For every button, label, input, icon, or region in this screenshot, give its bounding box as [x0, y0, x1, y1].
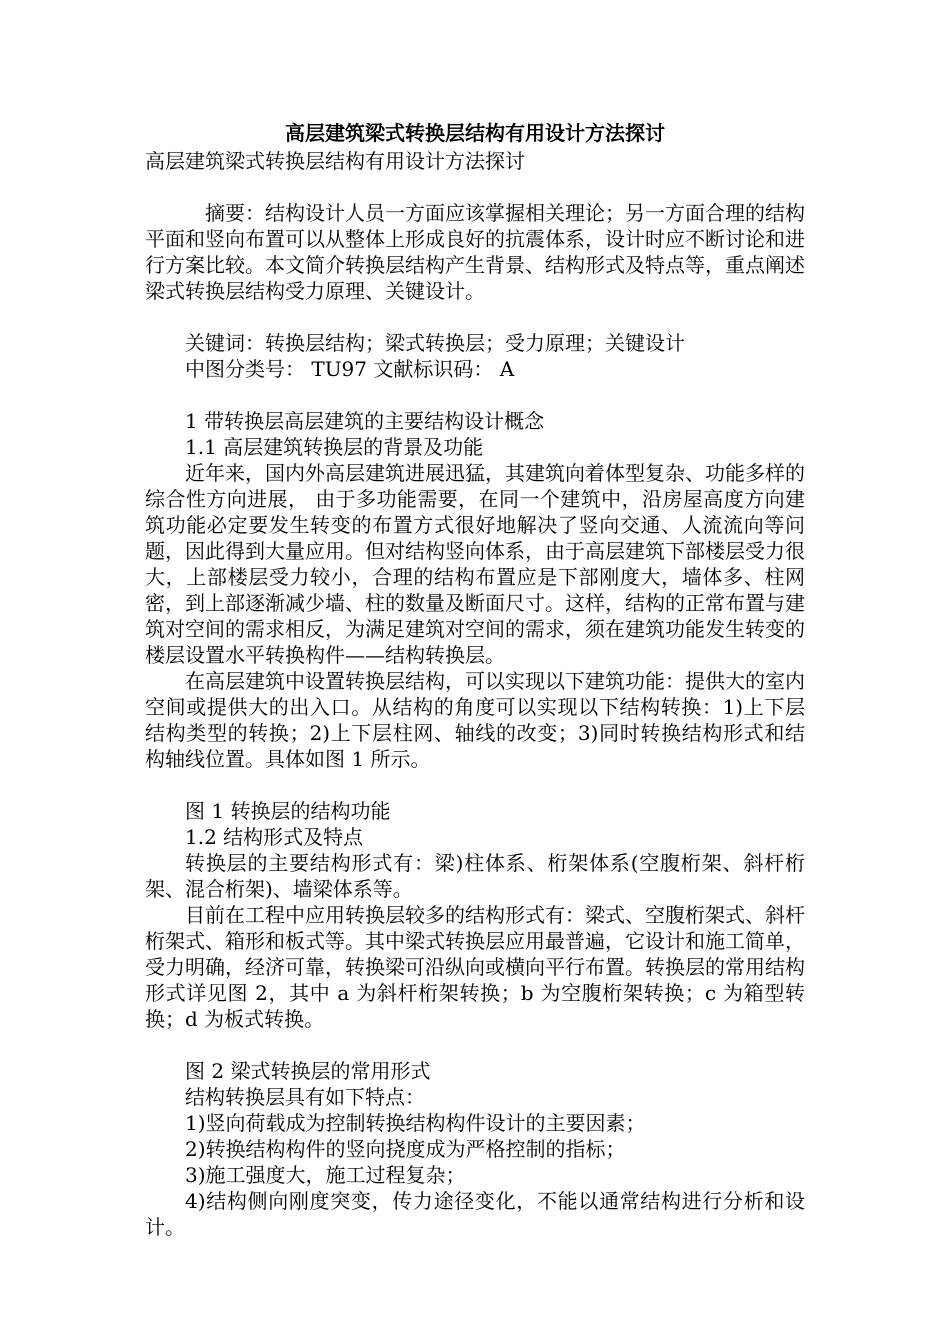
- paragraph-background: 近年来，国内外高层建筑进展迅猛，其建筑向着体型复杂、功能多样的综合性方向进展， 由于多功能需要，在同一个建筑中，沿房屋高度方向建筑功能必定要发生转变的布置方式很好地解决了竖向交通、人流流向等问题，因此得到大量应用。但对结构竖向体系，由于高层建筑下部楼层受力很大，上部楼层受力较小，合理的结构布置应是下部刚度大，墙体多、柱网密，到上部逐渐减少墙、柱的数量及断面尺寸。这样，结构的正常布置与建筑对空间的需求相反，为满足建筑对空间的需求，须在建筑功能发生转变的楼层设置水平转换构件——结构转换层。: [145, 461, 805, 667]
- figure-2-caption: 图 2 梁式转换层的常用形式: [185, 1059, 431, 1083]
- abstract: 摘要：结构设计人员一方面应该掌握相关理论；另一方面合理的结构平面和竖向布置可以从整体上形成良好的抗震体系，设计时应不断讨论和进行方案比较。本文简介转换层结构产生背景、结构形式及特点等，重点阐述梁式转换层结构受力原理、关键设计。: [145, 201, 805, 303]
- document-title: 高层建筑梁式转换层结构有用设计方法探讨: [285, 121, 665, 145]
- document-subtitle: 高层建筑梁式转换层结构有用设计方法探讨: [145, 149, 525, 173]
- feature-item-1: 1)竖向荷载成为控制转换结构构件设计的主要因素；: [185, 1111, 646, 1135]
- paragraph-functions: 在高层建筑中设置转换层结构，可以实现以下建筑功能：提供大的室内空间或提供大的出入口。从结构的角度可以实现以下结构转换：1)上下层结构类型的转换；2)上下层柱网、轴线的改变；3)同时转换结构形式和结构轴线位置。具体如图 1 所示。: [145, 669, 805, 771]
- feature-item-4: 4)结构侧向刚度突变，传力途径变化，不能以通常结构进行分析和设计。: [145, 1189, 805, 1239]
- paragraph-forms: 转换层的主要结构形式有：梁)柱体系、桁架体系(空腹桁架、斜杆桁架、混合桁架)、墙梁体系等。: [145, 851, 805, 901]
- features-intro: 结构转换层具有如下特点：: [185, 1085, 425, 1109]
- section-heading-1: 1 带转换层高层建筑的主要结构设计概念: [185, 409, 545, 433]
- document-page: [145, 118, 805, 1240]
- paragraph-common-forms: 目前在工程中应用转换层较多的结构形式有：梁式、空腹桁架式、斜杆桁架式、箱形和板式等。其中梁式转换层应用最普遍，它设计和施工简单，受力明确，经济可靠，转换梁可沿纵向或横向平行布置。转换层的常用结构形式详见图 2，其中 a 为斜杆桁架转换；b 为空腹桁架转换；c 为箱型转换；d 为板式转换。: [145, 903, 805, 1031]
- feature-item-3: 3)施工强度大，施工过程复杂；: [185, 1163, 466, 1187]
- section-heading-1-2: 1.2 结构形式及特点: [185, 825, 364, 849]
- figure-1-caption: 图 1 转换层的结构功能: [185, 799, 391, 823]
- feature-item-2: 2)转换结构构件的竖向挠度成为严格控制的指标；: [185, 1137, 626, 1161]
- classification: 中图分类号： TU97 文献标识码： A: [185, 357, 515, 381]
- section-heading-1-1: 1.1 高层建筑转换层的背景及功能: [185, 435, 484, 459]
- keywords: 关键词：转换层结构；梁式转换层；受力原理；关键设计: [185, 331, 685, 355]
